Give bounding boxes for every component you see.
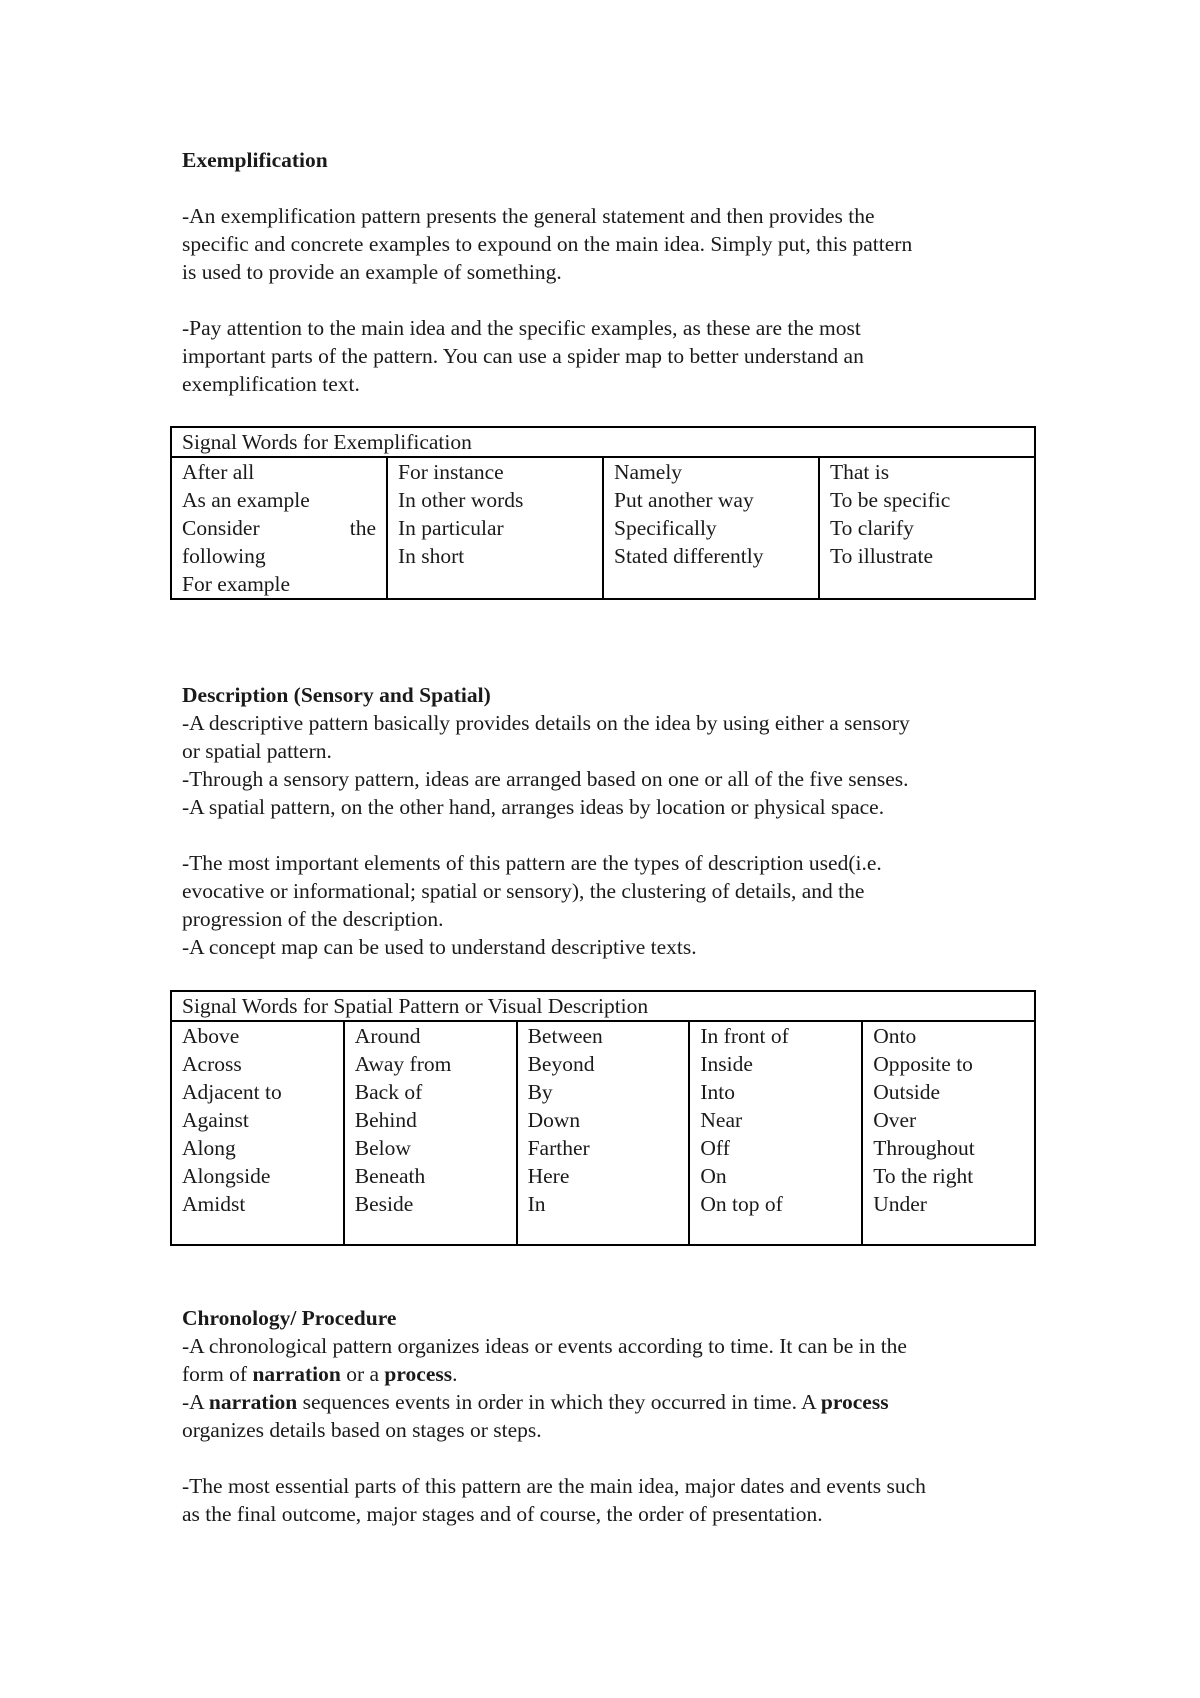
signal-word: Put another way [614,488,754,512]
text-line: important parts of the pattern. You can use a spider map to better understand an [182,344,864,368]
signal-word: Amidst [182,1192,246,1216]
table-cell [387,457,603,599]
description-section [182,681,1042,961]
bold-term: process [820,1390,889,1414]
chronology-section [182,1304,1042,1528]
signal-word: On [700,1164,727,1188]
signal-word: Near [700,1108,743,1132]
table-cell [819,457,1035,599]
exemplification-para1 [182,202,1042,286]
text-line: or spatial pattern. [182,739,332,763]
signal-word: Stated differently [614,544,764,568]
signal-word: Opposite to [873,1052,973,1076]
signal-word: To the right [873,1164,974,1188]
signal-word-part: following [182,544,266,568]
signal-word: Under [873,1192,927,1216]
signal-word: Onto [873,1024,917,1048]
text-line: -The most important elements of this pattern are the types of description used(i.e. [182,851,882,875]
text-line [182,1388,1042,1416]
signal-word [182,514,376,542]
signal-word: Inside [700,1052,753,1076]
text-line: -A spatial pattern, on the other hand, arranges ideas by location or physical space. [182,795,885,819]
signal-word: Away from [354,1052,452,1076]
text-run: form of [182,1362,253,1386]
signal-word: To be specific [830,488,951,512]
signal-word: Throughout [873,1136,975,1160]
table-cell [689,1021,862,1245]
text-line: -A concept map can be used to understand descriptive texts. [182,935,697,959]
table-title: Signal Words for Spatial Pattern or Visual Description [171,991,1035,1021]
signal-word: For example [182,572,291,596]
signal-word: To clarify [830,516,914,540]
chronology-para2 [182,1472,1042,1528]
text-line: -The most essential parts of this pattern are the main idea, major dates and events such [182,1474,926,1498]
signal-word: Across [182,1052,242,1076]
text-run: . [452,1362,458,1386]
text-line: -An exemplification pattern presents the general statement and then provides the [182,204,875,228]
text-run: -A [182,1390,209,1414]
table-cell [862,1021,1035,1245]
text-run: sequences events in order in which they occurred in time. A [297,1390,821,1414]
text-line: evocative or informational; spatial or sensory), the clustering of details, and the [182,879,865,903]
text-line: progression of the description. [182,907,444,931]
chronology-heading: Chronology/ Procedure [182,1306,397,1330]
signal-word-part: the [349,516,376,540]
signal-word: Farther [527,1136,590,1160]
description-para1 [182,709,1042,821]
text-line: is used to provide an example of something. [182,260,562,284]
text-line: -Through a sensory pattern, ideas are arranged based on one or all of the five senses. [182,767,909,791]
bold-term: process [384,1362,453,1386]
spatial-signal-table [170,990,1036,1246]
text-line: specific and concrete examples to expound on the main idea. Simply put, this pattern [182,232,913,256]
signal-word: Here [527,1164,570,1188]
signal-word: In other words [398,488,524,512]
signal-word: Back of [354,1080,423,1104]
signal-word: Alongside [182,1164,271,1188]
signal-word: As an example [182,488,310,512]
text-line: as the final outcome, major stages and of course, the order of presentation. [182,1502,823,1526]
table-cell [171,457,387,599]
signal-word: Down [527,1108,581,1132]
signal-word: Around [354,1024,421,1048]
table-cell [171,1021,344,1245]
text-line: -Pay attention to the main idea and the specific examples, as these are the most [182,316,861,340]
signal-word: Beyond [527,1052,595,1076]
signal-word: Beside [354,1192,414,1216]
signal-word: Off [700,1136,730,1160]
signal-word: By [527,1080,553,1104]
table-cell [517,1021,690,1245]
bold-term: narration [252,1362,341,1386]
exemplification-heading: Exemplification [182,148,328,172]
description-para2 [182,849,1042,961]
exemplification-para2 [182,314,1042,398]
exemplification-signal-table [170,426,1036,600]
signal-word: In [527,1192,546,1216]
signal-word: To illustrate [830,544,933,568]
text-run: or a [340,1362,385,1386]
signal-word: Above [182,1024,240,1048]
signal-word: In particular [398,516,504,540]
signal-word: That is [830,460,890,484]
signal-word: Against [182,1108,249,1132]
signal-word: Adjacent to [182,1080,282,1104]
text-line: organizes details based on stages or steps. [182,1418,542,1442]
signal-word: After all [182,460,255,484]
bold-term: narration [208,1390,298,1414]
text-line: -A chronological pattern organizes ideas or events according to time. It can be in the [182,1334,907,1358]
signal-word: Along [182,1136,236,1160]
signal-word: Over [873,1108,917,1132]
description-heading: Description (Sensory and Spatial) [182,683,491,707]
chronology-para1 [182,1332,1042,1444]
signal-word: For instance [398,460,504,484]
exemplification-section [182,146,1042,398]
signal-word: Beneath [354,1164,426,1188]
table-title: Signal Words for Exemplification [171,427,1035,457]
table-cell [344,1021,517,1245]
signal-word: Between [527,1024,603,1048]
text-line: exemplification text. [182,372,360,396]
signal-word: Behind [354,1108,417,1132]
signal-word: Below [354,1136,411,1160]
signal-word-part: Consider [182,516,260,540]
signal-word: In short [398,544,465,568]
text-line: -A descriptive pattern basically provides details on the idea by using either a sensory [182,711,910,735]
signal-word: In front of [700,1024,789,1048]
table-cell [603,457,819,599]
signal-word: Namely [614,460,683,484]
signal-word: Into [700,1080,736,1104]
text-line [182,1360,1042,1388]
signal-word: On top of [700,1192,783,1216]
signal-word: Specifically [614,516,717,540]
signal-word: Outside [873,1080,941,1104]
